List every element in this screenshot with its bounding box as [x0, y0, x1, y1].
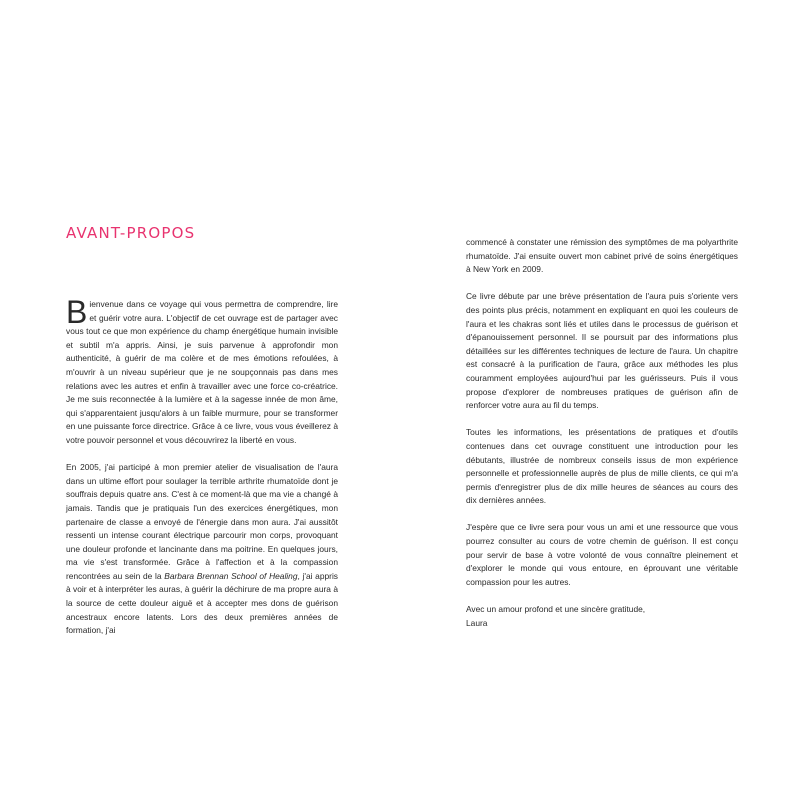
signature-name: Laura	[466, 617, 488, 628]
information-paragraph: Toutes les informations, les présentations de pratiques et d'outils contenues dans cet ouvrage constituent une introduction pour les débutants, illustrée de nombreux conseils issus de mon expérience personnelle et professionnelle auprès de plus de mille clients, ce qui m'a permis d'enregistrer plus de dix mille heures de séances au cours des dix dernières années.	[466, 427, 738, 506]
school-name: Barbara Brennan School of Healing	[164, 570, 298, 581]
drop-cap: B	[66, 294, 88, 330]
story-paragraph	[66, 461, 338, 638]
signoff-line: Avec un amour profond et une sincère gratitude,	[466, 604, 646, 615]
continuation-paragraph: commencé à constater une rémission des symptômes de ma polyarthrite rhumatoïde. J'ai ensuite ouvert mon cabinet privé de soins énergétiques à New York en 2009.	[466, 237, 738, 275]
story-text-1: En 2005, j'ai participé à mon premier atelier de visualisation de l'aura dans un ultime effort pour soulager la terrible arthrite rhumatoïde dont je souffrais depuis quatre ans. C'est à ce moment-là que ma vie a changé à jamais. Tandis que je pratiquais l'un des exercices énergétiques, mon partenaire de classe a envoyé de l'énergie dans mon aura. J'ai aussitôt ressenti un intense courant électrique parcourir mon corps, provoquant une douleur profonde et lancinante dans ma poitrine. En quelques jours, ma vie s'est transformée. Grâce à l'affection et à la compassion rencontrées au sein de la	[66, 462, 338, 581]
story-text-2: , j'ai appris à voir et à interpréter les auras, à guérir la déchirure de ma propre aura à la source de cette douleur aiguë et à accepter mes dons de guérison ancestraux encore latents. Lors des deux premières années de formation, j'ai	[66, 570, 338, 636]
signoff	[466, 603, 738, 630]
hope-paragraph: J'espère que ce livre sera pour vous un ami et une ressource que vous pourrez consulter au cours de votre chemin de guérison. Il est conçu pour servir de base à votre volonté de vous connaître pleinement et d'explorer le monde qui vous entoure, en éprouvant une véritable compassion pour les autres.	[466, 522, 738, 587]
left-column	[66, 294, 338, 638]
right-column	[466, 236, 738, 630]
intro-paragraph-text: ienvenue dans ce voyage qui vous permettra de comprendre, lire et guérir votre aura. L'objectif de cet ouvrage est de partager avec vous tout ce que mon expérience du champ énergétique humain invisible et subtil m'a appris. Ainsi, je suis parvenue à approfondir mon authenticité, à guérir de ma colère et de mes émotions refoulées, à m'ouvrir à un niveau supérieur que je ne soupçonnais pas dans mes relations avec les autres et enfin à travailler avec une force co-créatrice. Je me suis reconnectée à la lumière et à la sagesse innée de mon âme, qui s'apparentaient jusqu'alors à un faible murmure, pour se transformer en une puissante force directrice. Grâce à ce livre, vous vous éveillerez à votre pouvoir personnel et vous découvrirez la liberté en vous.	[66, 299, 338, 445]
page-title: AVANT-PROPOS	[66, 224, 196, 242]
intro-paragraph	[66, 294, 338, 448]
overview-paragraph: Ce livre débute par une brève présentation de l'aura puis s'oriente vers des points plus précis, notamment en expliquant en quoi les couleurs de l'aura et les chakras sont liés et utiles dans le processus de guérison et d'épanouissement personnel. Il se poursuit par des informations plus détaillées sur les différentes techniques de lecture de l'aura. Un chapitre est consacré à la purification de l'aura, grâce aux méthodes les plus couramment employées aujourd'hui par les guérisseurs. Puis il vous propose d'explorer de nombreuses pratiques de guérison afin de renforcer votre aura au fil du temps.	[466, 291, 738, 411]
